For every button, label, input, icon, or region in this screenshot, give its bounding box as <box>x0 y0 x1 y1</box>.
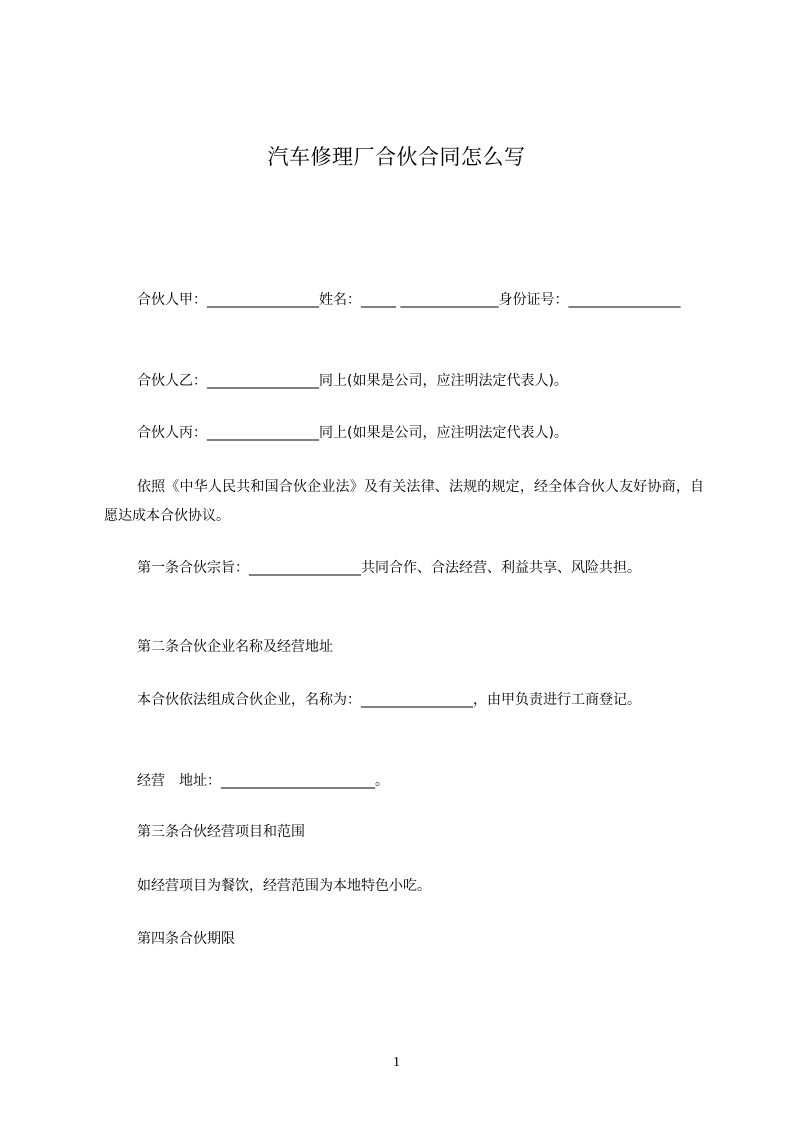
article-3-scope-line: 如经营项目为餐饮，经营范围为本地特色小吃。 <box>137 878 431 894</box>
article-2-name-paragraph: 本合伙依法组成合伙企业，名称为：________________，由甲负责进行工商登记。 <box>137 692 641 708</box>
page-number: 1 <box>393 1055 400 1070</box>
article-4-heading: 第四条合伙期限 <box>137 931 235 947</box>
partner-c-line: 合伙人丙：________________同上(如果是公司，应注明法定代表人)。 <box>137 425 568 441</box>
article-2-address-line: 经营 地址：______________________。 <box>137 773 389 789</box>
article-3-heading: 第三条合伙经营项目和范围 <box>137 824 305 840</box>
partner-a-line: 合伙人甲：________________姓名：_____ ______________身份证号：________________ <box>137 292 681 308</box>
article-1-paragraph: 第一条合伙宗旨：________________共同合作、合法经营、利益共享、风险共担。 <box>137 560 641 576</box>
preamble-paragraph: 依照《中华人民共和国合伙企业法》及有关法律、法规的规定，经全体合伙人友好协商，自愿达成本合伙协议。 <box>104 479 704 524</box>
partner-b-line: 合伙人乙：________________同上(如果是公司，应注明法定代表人)。 <box>137 373 568 389</box>
article-2-heading: 第二条合伙企业名称及经营地址 <box>137 639 333 655</box>
document-title: 汽车修理厂合伙合同怎么写 <box>267 145 526 169</box>
